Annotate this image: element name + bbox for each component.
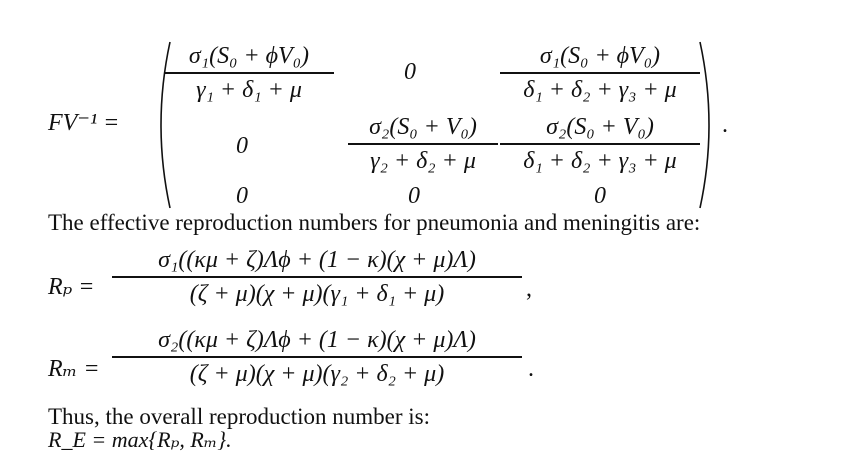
fraction-bar — [348, 143, 498, 145]
matrix-r1c3-den: δ₁ + δ₂ + γ₃ + μ — [523, 76, 677, 103]
fraction-bar — [164, 72, 334, 74]
overall-formula: R_E = max{Rₚ, Rₘ}. — [48, 427, 232, 452]
rp-trail: , — [526, 276, 532, 302]
matrix-r2c3-num: σ₂(S₀ + V₀) — [546, 114, 654, 140]
rp-denominator: (ζ + μ)(χ + μ)(γ₁ + δ₁ + μ) — [189, 280, 445, 307]
matrix-lhs: FV⁻¹ = — [48, 110, 120, 136]
matrix-r1c2: 0 — [404, 59, 416, 85]
rm-denominator: (ζ + μ)(χ + μ)(γ₂ + δ₂ + μ) — [189, 360, 445, 387]
matrix-r2c2 — [348, 113, 498, 175]
rp-numerator: σ₁((κμ + ζ)Λϕ + (1 − κ)(χ + μ)Λ) — [158, 247, 476, 273]
matrix-r2c2-num: σ₂(S₀ + V₀) — [369, 114, 477, 140]
overall-text: Thus, the overall reproduction number is: — [48, 404, 430, 429]
intro-text: The effective reproduction numbers for pneumonia and meningitis are: — [48, 210, 701, 235]
matrix-r1c1 — [164, 42, 334, 104]
rm-fraction — [112, 326, 522, 388]
fraction-bar — [500, 143, 700, 145]
fraction-bar — [500, 72, 700, 74]
rm-trail: . — [528, 356, 534, 382]
rp-lhs: Rₚ = — [48, 274, 95, 300]
rp-fraction — [112, 246, 522, 308]
matrix-r2c3 — [500, 113, 700, 175]
rm-lhs: Rₘ = — [48, 356, 100, 382]
matrix-r1c1-den: γ₁ + δ₁ + μ — [196, 76, 302, 103]
matrix-r3c1: 0 — [236, 183, 248, 209]
matrix-r3c3: 0 — [594, 183, 606, 209]
matrix-r1c3 — [500, 42, 700, 104]
fraction-bar — [112, 356, 522, 358]
matrix-r3c2: 0 — [408, 183, 420, 209]
fraction-bar — [112, 276, 522, 278]
matrix-r2c2-den: γ₂ + δ₂ + μ — [370, 147, 476, 174]
matrix-r2c3-den: δ₁ + δ₂ + γ₃ + μ — [523, 147, 677, 174]
matrix-r2c1: 0 — [236, 133, 248, 159]
matrix-r1c1-num: σ₁(S₀ + ϕV₀) — [188, 43, 310, 69]
rm-numerator: σ₂((κμ + ζ)Λϕ + (1 − κ)(χ + μ)Λ) — [158, 327, 476, 353]
matrix-trail: . — [722, 112, 728, 138]
matrix-r1c3-num: σ₁(S₀ + ϕV₀) — [539, 43, 661, 69]
